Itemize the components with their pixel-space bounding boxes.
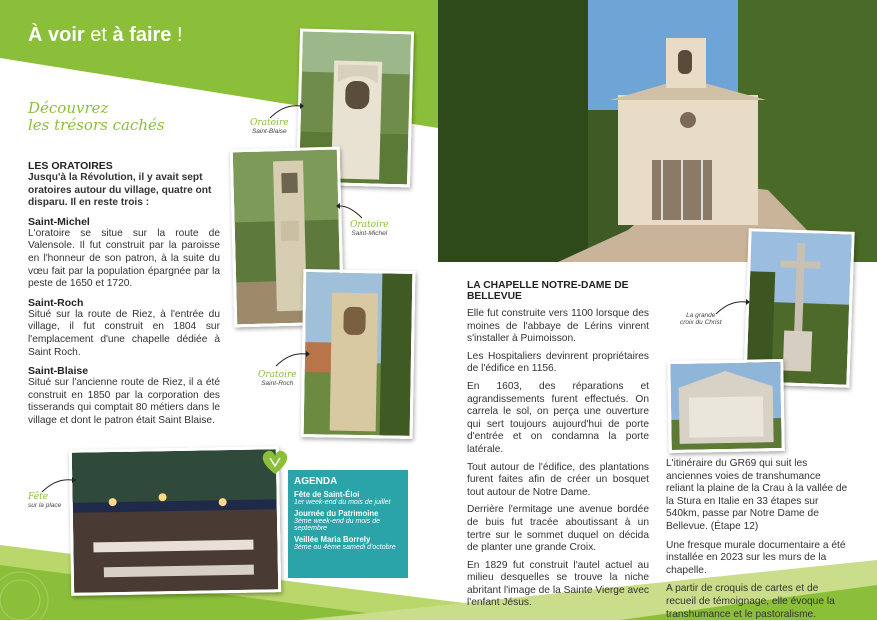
agenda-event-name: Veillée Maria Borrely bbox=[294, 535, 371, 544]
oratoire-name: Saint-Michel bbox=[28, 215, 90, 228]
caption-name: Saint-Michel bbox=[351, 230, 388, 237]
oratoire-text: Situé sur l'ancienne route de Riez, il a été construit en 1850 par la corporation des tisserands qui comptait 80 métiers dans le village et dont le patron était Saint Blaise. bbox=[28, 377, 220, 426]
agenda-event-date: 3ème ou 4ème samedi d'octobre bbox=[294, 544, 396, 551]
agenda-event-date: 3ème week-end du mois de septembre bbox=[294, 518, 380, 532]
title-part4: ! bbox=[177, 24, 183, 46]
caption-script: Oratoire bbox=[250, 118, 289, 128]
chapelle-paragraph: Tout autour de l'édifice, des plantations furent faites afin de créer un bosquet tout autour de Notre Dame. bbox=[467, 461, 649, 498]
arrow-icon bbox=[336, 200, 364, 222]
caption-script: Oratoire bbox=[258, 370, 297, 380]
caption-script: Oratoire bbox=[350, 220, 389, 230]
page-title bbox=[28, 24, 183, 47]
gr69-paragraph: L'itinéraire du GR69 qui suit les anciennes voies de transhumance reliant la plaine de la Crau à la vallée de la Stura en Italie en 33 étapes sur 540km, passe par Notre Dame de Bellevue. (Étape 12) bbox=[666, 458, 848, 532]
arrow-icon bbox=[714, 296, 750, 318]
oratoire-text: L'oratoire se situe sur la route de Valensole. Il fut construit par la paroisse en l'honneur de son patron, à la suite du vœu fait par la population épargnée par la peste de 1650 et 1720. bbox=[28, 227, 220, 290]
oratoire-name: Saint-Blaise bbox=[28, 365, 89, 378]
chapelle-paragraph: En 1603, des réparations et agrandissements furent effectués. On carrela le sol, on perça une ouverture qui sert toujours aujourd'hui de porte d'entrée et on condamna la porte latérale. bbox=[467, 380, 649, 455]
chapelle-section bbox=[467, 280, 649, 610]
chapelle-paragraph: Derrière l'ermitage une avenue bordée de buis fut tracée aboutissant à un tertre sur le sommet duquel on décida de planter une grande Croix. bbox=[467, 504, 649, 554]
agenda-event bbox=[294, 509, 402, 532]
title-part3: à faire bbox=[112, 24, 172, 46]
chapelle-paragraph: Les Hospitaliers devinrent propriétaires de l'édifice en 1156. bbox=[467, 350, 649, 375]
caption-saint-roch bbox=[258, 370, 297, 387]
gr69-section bbox=[666, 458, 849, 621]
oratoires-heading: LES ORATOIRES bbox=[28, 160, 113, 172]
oratoires-section bbox=[28, 160, 220, 428]
caption-name: sur la place bbox=[28, 502, 62, 509]
caption-saint-michel bbox=[350, 220, 389, 237]
oratoire-name: Saint-Roch bbox=[28, 296, 84, 309]
photo-fete-sur-la-place bbox=[69, 446, 282, 596]
agenda-event bbox=[294, 535, 402, 551]
photo-chapelle-notre-dame bbox=[438, 0, 877, 262]
intro-line1: Découvrez bbox=[28, 99, 109, 117]
title-part2: et bbox=[90, 24, 107, 46]
heart-leaf-icon bbox=[258, 444, 292, 478]
chapelle-heading: LA CHAPELLE NOTRE-DAME DE BELLEVUE bbox=[467, 280, 629, 302]
oratoires-intro: Jusqu'à la Révolution, il y avait sept oratoires autour du village, quatre ont disparu. Il en reste trois : bbox=[28, 172, 212, 209]
intro-script bbox=[28, 100, 165, 134]
oratoire-item bbox=[28, 297, 220, 359]
agenda-event-name: Journée du Patrimoine bbox=[294, 509, 379, 518]
agenda-event-name: Fête de Saint-Éloi bbox=[294, 490, 360, 499]
photo-oratoire-saint-roch bbox=[301, 269, 416, 439]
caption-line2: croix du Christ bbox=[680, 319, 722, 326]
arrow-icon bbox=[268, 100, 304, 122]
agenda-event bbox=[294, 490, 402, 506]
gr69-paragraph: Une fresque murale documentaire a été installée en 2023 sur les murs de la chapelle. bbox=[666, 539, 846, 576]
gr69-paragraph: A partir de croquis de cartes et de recueil de témoignage, elle évoque la transhumance et le pastoralisme. bbox=[666, 583, 835, 620]
chapelle-paragraph: En 1829 fut construit l'autel actuel au milieu desquelles se trouve la niche abritant l'image de la Sainte Vierge avec l'enfant Jésus. bbox=[467, 559, 649, 609]
agenda-event-date: 1er week-end du mois de juillet bbox=[294, 499, 391, 506]
caption-name: Saint-Blaise bbox=[251, 128, 287, 135]
intro-line2: les trésors cachés bbox=[28, 116, 165, 134]
photo-fresque-murale bbox=[667, 359, 785, 453]
title-part1: À voir bbox=[28, 24, 85, 46]
arrow-icon bbox=[274, 348, 310, 370]
caption-script: Fête bbox=[28, 492, 49, 502]
chapelle-paragraph: Elle fut construite vers 1100 lorsque des moines de l'abbaye de Lérins vinrent s'installer à Puimoisson. bbox=[467, 308, 649, 345]
arrow-icon bbox=[40, 474, 76, 496]
oratoire-item bbox=[28, 365, 220, 427]
caption-name: Saint-Roch bbox=[261, 380, 294, 387]
agenda-box bbox=[288, 470, 408, 578]
agenda-title: AGENDA bbox=[294, 476, 338, 487]
caption-line1: La grande bbox=[686, 312, 716, 319]
oratoire-text: Situé sur la route de Riez, à l'entrée du village, il fut construit en 1804 sur l'emplacement d'une chapelle dédiée à Saint Roch. bbox=[28, 308, 220, 358]
oratoire-item bbox=[28, 216, 220, 291]
